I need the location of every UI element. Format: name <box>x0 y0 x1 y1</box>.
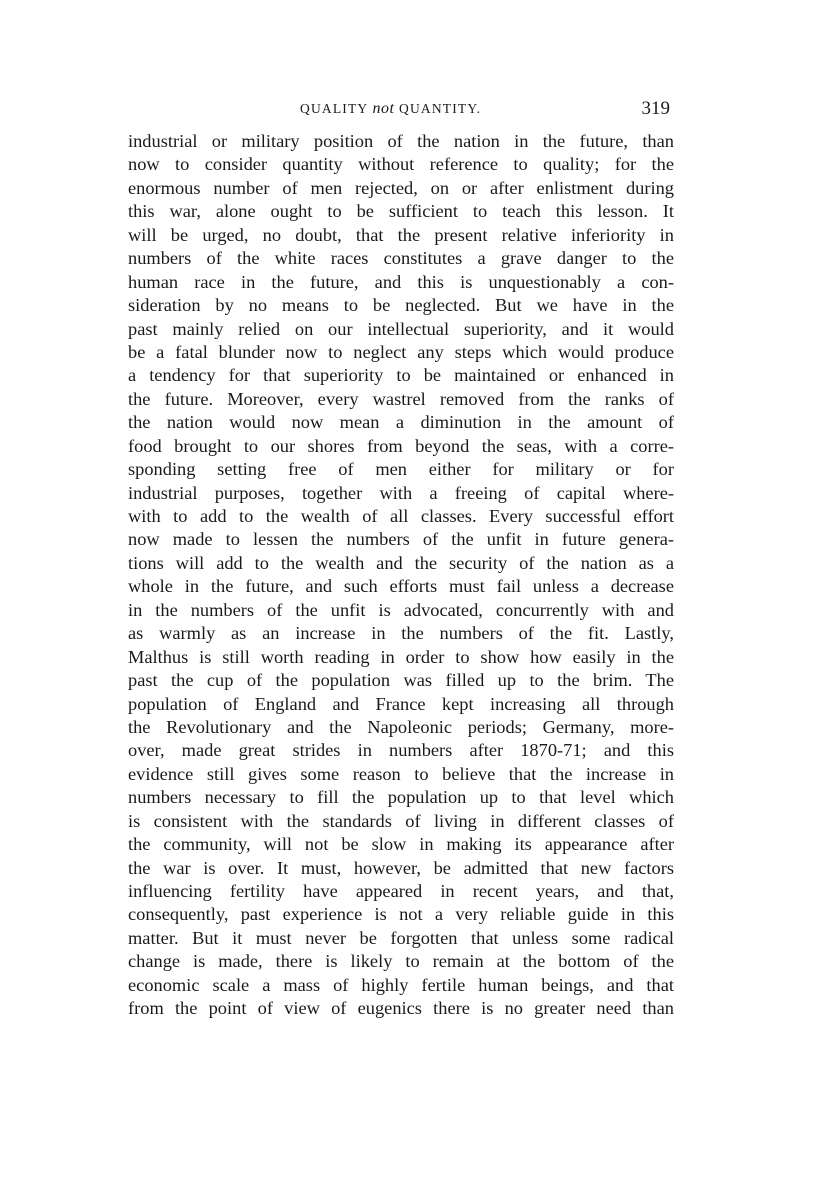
text-line: Malthus is still worth reading in order to show how easily in the <box>128 646 674 667</box>
text-line: now to consider quantity without reference to quality; for the <box>128 154 674 175</box>
running-title-emphasis: not <box>372 100 395 117</box>
text-line: whole in the future, and such efforts must fail unless a decrease <box>128 576 674 597</box>
text-line: the war is over. It must, however, be admitted that new factors <box>128 857 674 878</box>
text-line: over, made great strides in numbers after 1870-71; and this <box>128 740 674 761</box>
text-line: economic scale a mass of highly fertile human beings, and that <box>128 974 674 995</box>
page-number: 319 <box>641 98 670 119</box>
text-line: matter. But it must never be forgotten that unless some radical <box>128 927 674 948</box>
text-line: the future. Moreover, every wastrel removed from the ranks of <box>128 388 674 409</box>
text-line: is consistent with the standards of living in different classes of <box>128 810 674 831</box>
text-line: from the point of view of eugenics there is no greater need than <box>128 998 674 1019</box>
text-line: numbers necessary to fill the population up to that level which <box>128 787 674 808</box>
text-line: industrial or military position of the nation in the future, than <box>128 131 674 151</box>
text-line: enormous number of men rejected, on or after enlistment during <box>128 177 674 198</box>
text-line: population of England and France kept increasing all through <box>128 693 674 714</box>
text-line: industrial purposes, together with a freeing of capital where- <box>128 482 674 503</box>
text-line: numbers of the white races constitutes a grave danger to the <box>128 248 674 269</box>
text-line: tions will add to the wealth and the security of the nation as a <box>128 552 674 573</box>
running-head <box>128 96 674 122</box>
text-line: a tendency for that superiority to be maintained or enhanced in <box>128 365 674 386</box>
body-text <box>128 130 674 1021</box>
text-line: food brought to our shores from beyond the seas, with a corre- <box>128 435 674 456</box>
text-line: influencing fertility have appeared in recent years, and that, <box>128 881 674 901</box>
text-line: human race in the future, and this is unquestionably a con- <box>128 271 674 292</box>
text-line: past the cup of the population was filled up to the brim. The <box>128 670 674 691</box>
text-line: past mainly relied on our intellectual superiority, and it would <box>128 318 674 339</box>
running-title-before: QUALITY <box>300 101 373 116</box>
text-line: as warmly as an increase in the numbers of the fit. Lastly, <box>128 623 674 644</box>
running-title-after: QUANTITY. <box>394 101 482 116</box>
text-line: evidence still gives some reason to believe that the increase in <box>128 763 674 784</box>
text-line: sideration by no means to be neglected. But we have in the <box>128 295 674 316</box>
text-line: the Revolutionary and the Napoleonic periods; Germany, more- <box>128 716 674 737</box>
text-line: be a fatal blunder now to neglect any steps which would produce <box>128 341 674 362</box>
text-line: will be urged, no doubt, that the present relative inferiority in <box>128 224 674 245</box>
running-title <box>300 96 481 122</box>
text-line: now made to lessen the numbers of the unfit in future genera- <box>128 529 674 550</box>
text-line: the nation would now mean a diminution in the amount of <box>128 412 674 433</box>
text-line: in the numbers of the unfit is advocated, concurrently with and <box>128 599 674 620</box>
text-line: this war, alone ought to be sufficient to teach this lesson. It <box>128 201 674 222</box>
text-line: the community, will not be slow in making its appearance after <box>128 834 674 855</box>
text-line: change is made, there is likely to remain at the bottom of the <box>128 951 674 972</box>
text-line: sponding setting free of men either for military or for <box>128 459 674 480</box>
text-line: with to add to the wealth of all classes. Every successful effort <box>128 506 674 526</box>
text-line: consequently, past experience is not a very reliable guide in this <box>128 904 674 925</box>
